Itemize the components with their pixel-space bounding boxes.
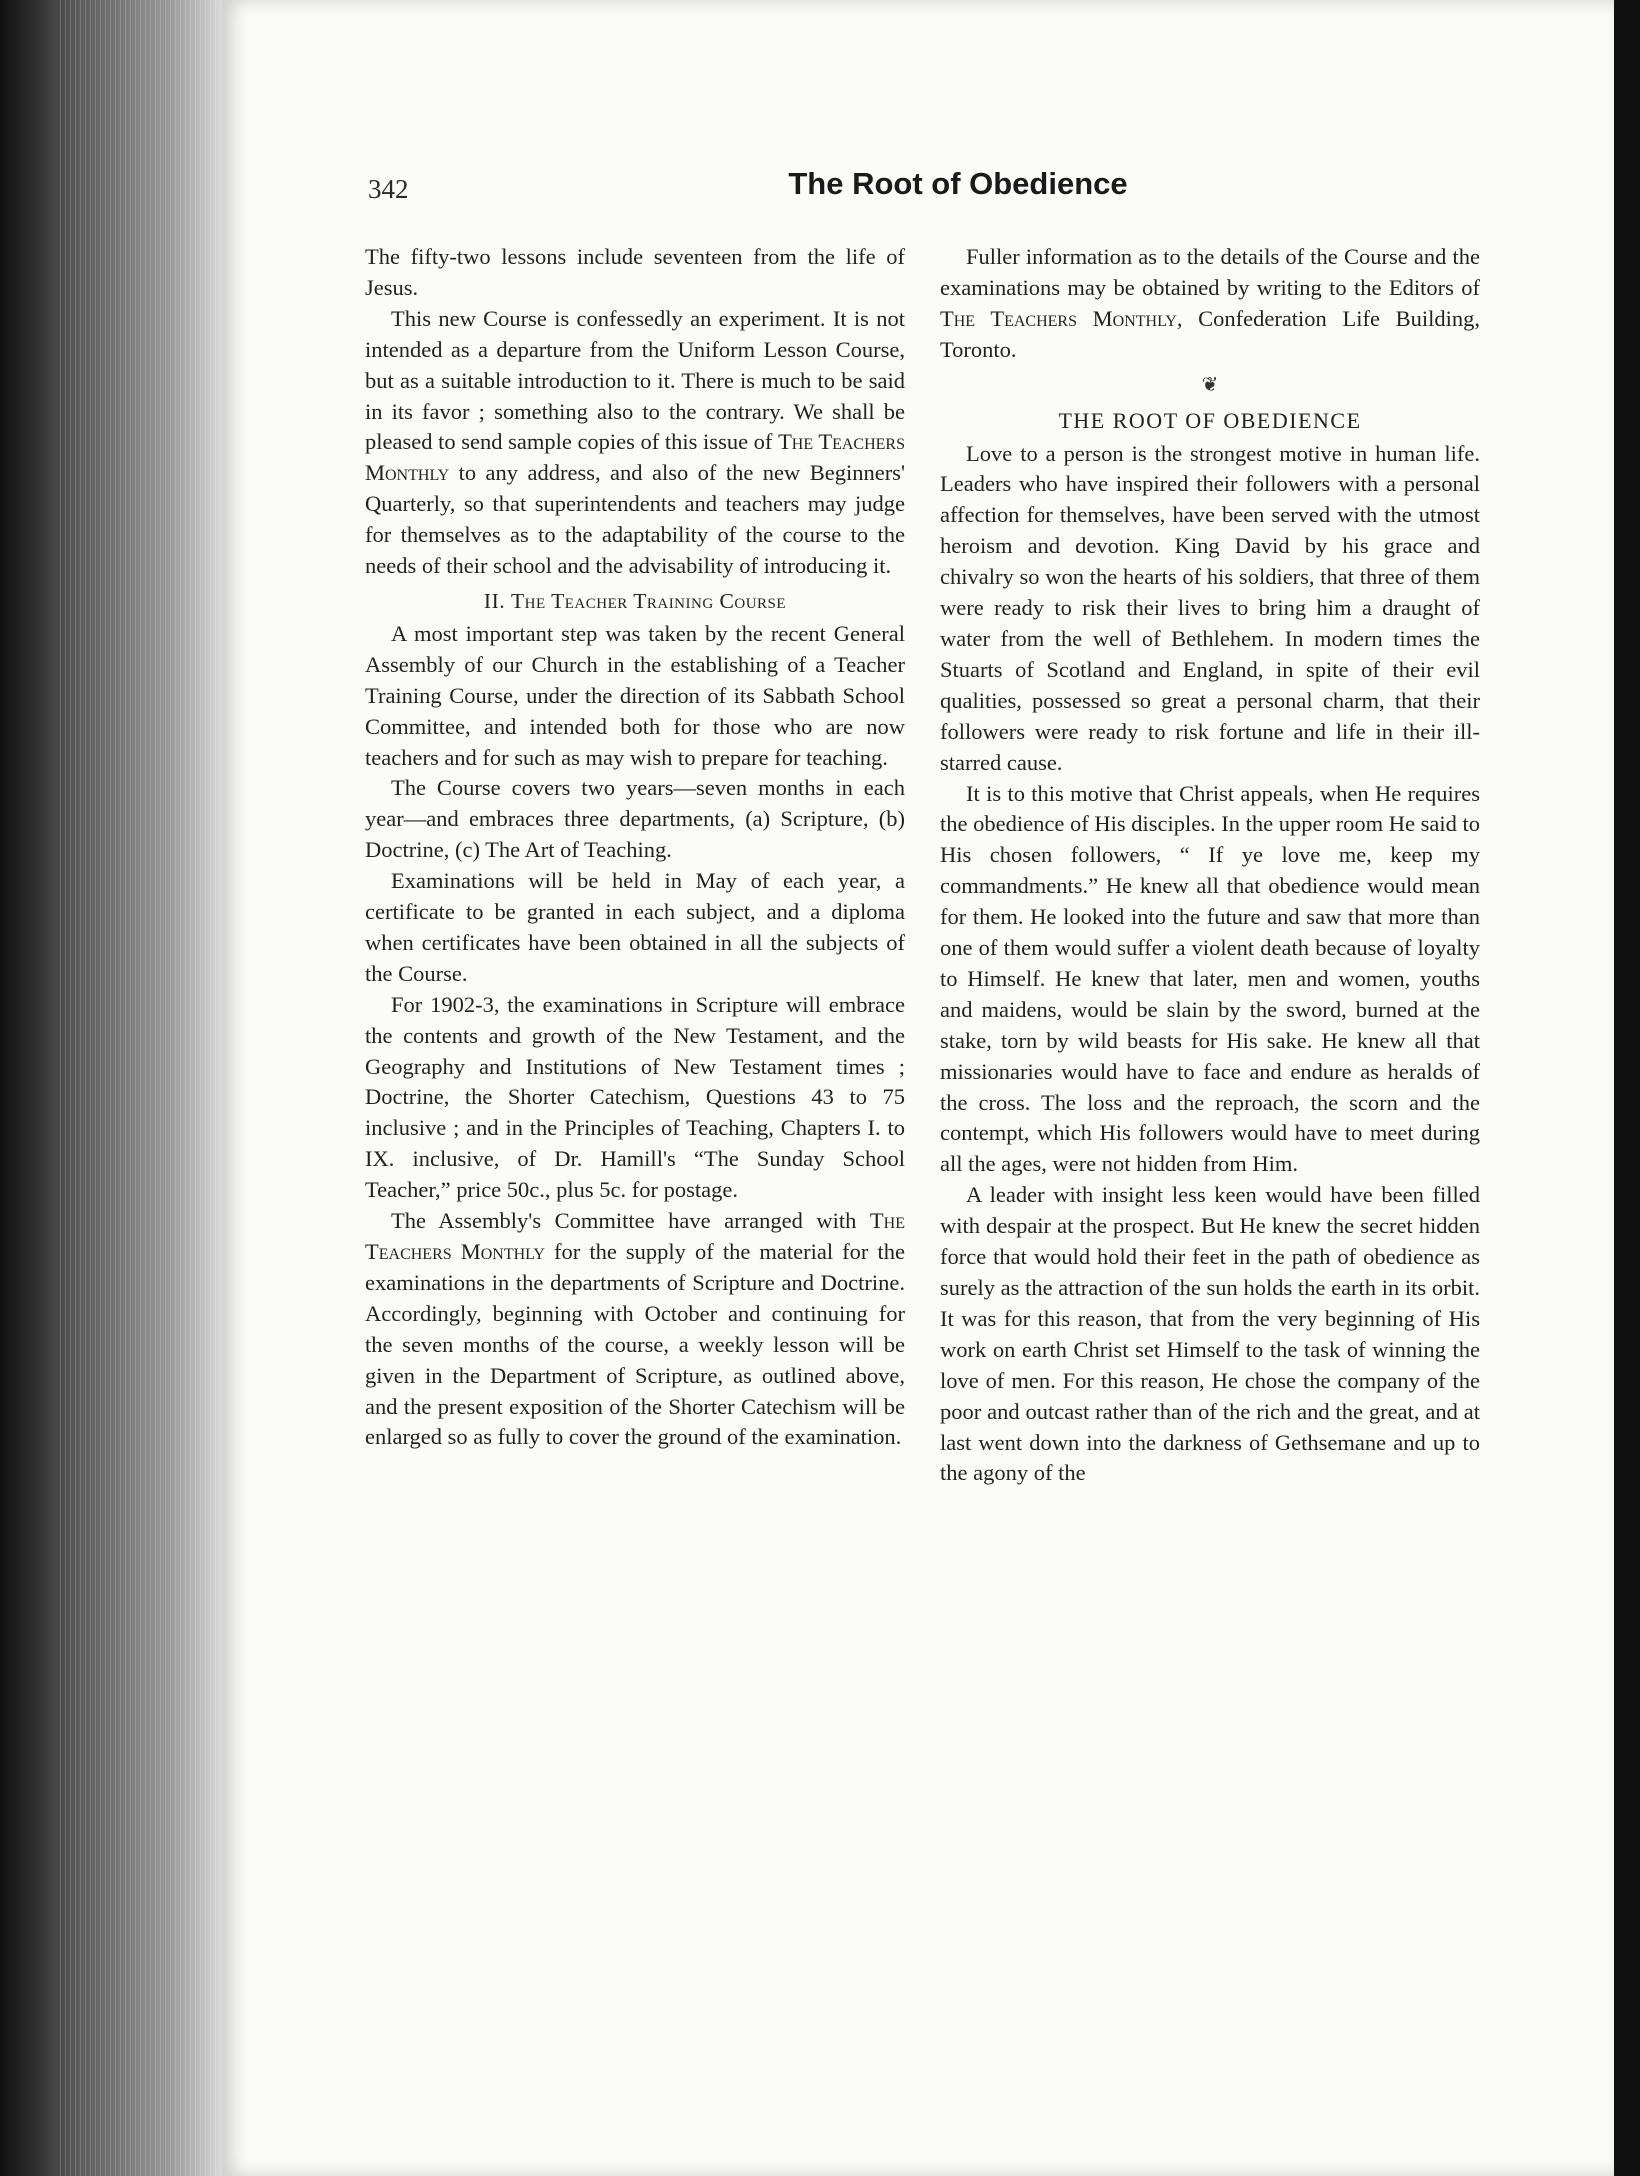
text-run: to any address, and also of the new Beginners' Quarterly, so that superintendents and teachers may judge for themselves as to the adaptability of the course to the needs of their school and the advisability of introducing it. <box>365 460 905 579</box>
paragraph: Examinations will be held in May of each year, a certificate to be granted in each subject, and a diploma when certificates have been obtained in all the subjects of the Course. <box>365 868 905 986</box>
text-run: for the supply of the material for the examinations in the departments of Scripture and Doctrine. Accordingly, beginning with October and continuing for the seven months of the course, a weekly lesson will be given in the Department of Scripture, as outlined above, and the present exposition of the Shorter Catechism will be enlarged so as fully to cover the ground of the examination. <box>365 1239 905 1450</box>
text-run: The Assembly's Committee have arranged with <box>391 1208 870 1234</box>
running-title: The Root of Obedience <box>788 166 1128 201</box>
right-column <box>940 242 1480 1489</box>
article-heading: THE ROOT OF OBEDIENCE <box>1058 407 1362 433</box>
page-number: 342 <box>368 174 409 204</box>
paragraph: A leader with insight less keen would have been filled with despair at the prospect. But He knew the secret hidden force that would hold their feet in the path of obedience as surely as the attraction of the sun holds the earth in its orbit. It was for this reason, that from the very beginning of His work on earth Christ set Himself to the task of winning the love of men. For this reason, He chose the company of the poor and outcast rather than of the rich and the great, and at last went down into the darkness of Gethsemane and up to the agony of the <box>940 1182 1480 1486</box>
text-run: , Confederation Life Building, Toronto. <box>940 305 1480 362</box>
paragraph <box>940 242 1480 366</box>
scan-border <box>1614 0 1640 2176</box>
text-run: Fuller information as to the details of the Course and the examinations may be obtained by writing to the Editors of <box>940 244 1480 300</box>
text-run: This new Course is confessedly an experiment. It is not intended as a departure from the Uniform Lesson Course, but as a suitable introduction to it. There is much to be said in its favor ; something also to the contrary. We shall be pleased to send sample copies of this issue of <box>365 305 905 455</box>
paragraph: It is to this motive that Christ appeals, when He requires the obedience of His disciples. In the upper room He said to His chosen followers, “ If ye love me, keep my commandments.” He knew all that obedience would mean for them. He looked into the future and saw that more than one of them would suffer a violent death because of loyalty to Himself. He knew that later, men and women, youths and maidens, would be slain by the sword, burned at the stake, torn by wild beasts for His sake. He knew all that missionaries would have to face and endure as heralds of the cross. The loss and the reproach, the scorn and the contempt, which His followers would have to meet during all the ages, were not hidden from Him. <box>940 780 1480 1177</box>
paragraph: For 1902-3, the examinations in Scripture will embrace the contents and growth of the New Testament, and the Geography and Institutions of New Testament times ; Doctrine, the Shorter Catechism, Questions 43 to 75 inclusive ; and in the Principles of Teaching, Chapters I. to IX. inclusive, of Dr. Hamill's “The Sunday School Teacher,” price 50c., plus 5c. for postage. <box>365 991 905 1203</box>
book-page <box>222 0 1614 2176</box>
paragraph <box>365 1206 905 1453</box>
paragraph: Love to a person is the strongest motive in human life. Leaders who have inspired their followers with a personal affection for themselves, have been served with the utmost heroism and devotion. King David by his grace and chivalry so won the hearts of his soldiers, that three of them were ready to risk their lives to bring him a draught of water from the well of Bethlehem. In modern times the Stuarts of Scotland and England, in spite of their evil qualities, possessed so great a personal charm, that their followers were ready to risk fortune and life in their ill-starred cause. <box>940 440 1480 775</box>
publication-name: The Teachers Monthly <box>365 429 905 486</box>
paragraph: A most important step was taken by the recent General Assembly of our Church in the establishing of a Teacher Training Course, under the direction of its Sabbath School Committee, and intended both for those who are now teachers and for such as may wish to prepare for teaching. <box>365 620 905 770</box>
fleuron-ornament-icon: ❦ <box>1201 373 1219 396</box>
paragraph: The Course covers two years—seven months in each year—and embraces three departments, (a) Scripture, (b) Doctrine, (c) The Art of Teaching. <box>365 775 905 863</box>
page-stack-lines <box>60 0 220 2176</box>
section-heading <box>365 586 905 617</box>
page-header <box>368 166 1548 216</box>
publication-name: The Teachers Monthly <box>365 1208 905 1264</box>
left-column <box>365 242 905 1453</box>
publication-name: The Teachers Monthly <box>940 305 1177 331</box>
section-title: The Teacher Training Course <box>510 588 787 613</box>
paragraph <box>365 304 905 582</box>
paragraph: The fifty-two lessons include seventeen from the life of Jesus. <box>365 244 905 300</box>
section-number: II. <box>483 588 511 613</box>
